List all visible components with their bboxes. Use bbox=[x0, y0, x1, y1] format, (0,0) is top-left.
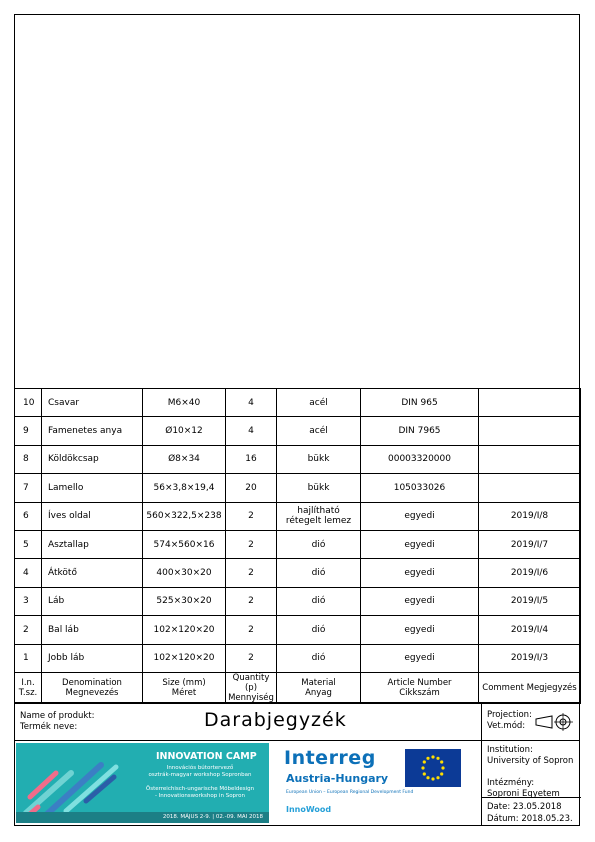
drawing-area bbox=[14, 14, 580, 388]
cell-size: 574×560×16 bbox=[143, 530, 226, 558]
cell-qty: 2 bbox=[226, 644, 277, 672]
cell-no: 2 bbox=[15, 616, 42, 644]
table-row bbox=[15, 445, 581, 473]
table-row bbox=[15, 616, 581, 644]
cell-qty: 2 bbox=[226, 587, 277, 615]
cell-size: M6×40 bbox=[143, 389, 226, 417]
project-name: InnoWood bbox=[286, 805, 332, 814]
cell-comment: 2019/I/6 bbox=[479, 559, 581, 587]
cell-material: dió bbox=[277, 616, 361, 644]
cell-comment bbox=[479, 445, 581, 473]
cell-article: DIN 965 bbox=[361, 389, 479, 417]
interreg-title: Interreg bbox=[284, 747, 376, 769]
cell-material: bükk bbox=[277, 474, 361, 502]
cell-qty: 2 bbox=[226, 559, 277, 587]
cell-size: Ø10×12 bbox=[143, 417, 226, 445]
cell-no: 4 bbox=[15, 559, 42, 587]
header-quantity: Quantity (p) Mennyiség bbox=[226, 672, 277, 703]
cell-material: dió bbox=[277, 559, 361, 587]
cell-name: Jobb láb bbox=[42, 644, 143, 672]
cell-qty: 20 bbox=[226, 474, 277, 502]
cell-qty: 2 bbox=[226, 616, 277, 644]
cell-name: Köldökcsap bbox=[42, 445, 143, 473]
innovation-camp-banner bbox=[16, 743, 269, 823]
cell-no: 5 bbox=[15, 530, 42, 558]
cell-no: 3 bbox=[15, 587, 42, 615]
cell-name: Asztallap bbox=[42, 530, 143, 558]
cell-qty: 16 bbox=[226, 445, 277, 473]
cell-no: 7 bbox=[15, 474, 42, 502]
cell-size: 56×3,8×19,4 bbox=[143, 474, 226, 502]
cell-name: Famenetes anya bbox=[42, 417, 143, 445]
header-material: Material Anyag bbox=[277, 672, 361, 703]
banner-dates: 2018. MÁJUS 2-9. | 02.-09. MAI 2018 bbox=[16, 812, 269, 823]
banner-stripes-icon bbox=[16, 743, 136, 823]
cell-comment bbox=[479, 474, 581, 502]
institution-cell bbox=[481, 741, 581, 826]
cell-size: Ø8×34 bbox=[143, 445, 226, 473]
first-angle-projection-icon bbox=[534, 711, 574, 733]
table-header-row bbox=[15, 672, 581, 703]
table-row bbox=[15, 502, 581, 530]
document-title: Darabjegyzék bbox=[204, 709, 347, 731]
table-row bbox=[15, 530, 581, 558]
cell-no: 9 bbox=[15, 417, 42, 445]
header-denomination: Denomination Megnevezés bbox=[42, 672, 143, 703]
cell-qty: 4 bbox=[226, 389, 277, 417]
cell-name: Csavar bbox=[42, 389, 143, 417]
cell-comment bbox=[479, 417, 581, 445]
interreg-logo bbox=[284, 745, 474, 823]
cell-comment bbox=[479, 389, 581, 417]
cell-size: 560×322,5×238 bbox=[143, 502, 226, 530]
banner-text: Innovációs bútortervező osztrák-magyar workshop Sopronban Österreichisch-ungarische Möbeldesign - Innovationsworkshop in Sopron bbox=[145, 765, 255, 799]
cell-article: egyedi bbox=[361, 644, 479, 672]
banner-title: INNOVATION CAMP bbox=[156, 751, 257, 762]
parts-list-table bbox=[14, 388, 581, 704]
cell-material: dió bbox=[277, 644, 361, 672]
projection-cell bbox=[481, 703, 581, 740]
footer-block bbox=[14, 740, 580, 826]
cell-material: dió bbox=[277, 530, 361, 558]
eu-flag-icon bbox=[405, 749, 461, 787]
product-label: Name of produkt: Termék neve: bbox=[20, 711, 95, 732]
cell-comment: 2019/I/8 bbox=[479, 502, 581, 530]
cell-article: 00003320000 bbox=[361, 445, 479, 473]
table-row bbox=[15, 474, 581, 502]
cell-article: egyedi bbox=[361, 559, 479, 587]
cell-qty: 4 bbox=[226, 417, 277, 445]
cell-size: 102×120×20 bbox=[143, 644, 226, 672]
cell-material: acél bbox=[277, 417, 361, 445]
table-row bbox=[15, 559, 581, 587]
table-row bbox=[15, 417, 581, 445]
cell-comment: 2019/I/4 bbox=[479, 616, 581, 644]
table-row bbox=[15, 389, 581, 417]
title-block bbox=[14, 702, 580, 740]
institution-info: Institution: University of Sopron Intézmény: Soproni Egyetem bbox=[487, 745, 574, 799]
cell-material: acél bbox=[277, 389, 361, 417]
interreg-fund: European Union – European Regional Development Fund bbox=[286, 790, 414, 795]
cell-name: Láb bbox=[42, 587, 143, 615]
cell-comment: 2019/I/3 bbox=[479, 644, 581, 672]
header-comment: Comment Megjegyzés bbox=[479, 672, 581, 703]
cell-qty: 2 bbox=[226, 530, 277, 558]
cell-no: 1 bbox=[15, 644, 42, 672]
info-divider bbox=[482, 797, 581, 798]
table-row bbox=[15, 644, 581, 672]
cell-name: Bal láb bbox=[42, 616, 143, 644]
cell-size: 525×30×20 bbox=[143, 587, 226, 615]
projection-label: Projection: Vet.mód: bbox=[487, 710, 532, 731]
cell-size: 400×30×20 bbox=[143, 559, 226, 587]
cell-material: hajlítható rétegelt lemez bbox=[277, 502, 361, 530]
cell-article: egyedi bbox=[361, 587, 479, 615]
cell-comment: 2019/I/7 bbox=[479, 530, 581, 558]
interreg-subtitle: Austria-Hungary bbox=[286, 772, 389, 785]
cell-article: DIN 7965 bbox=[361, 417, 479, 445]
cell-name: Átkötő bbox=[42, 559, 143, 587]
cell-article: 105033026 bbox=[361, 474, 479, 502]
cell-name: Íves oldal bbox=[42, 502, 143, 530]
header-size: Size (mm) Méret bbox=[143, 672, 226, 703]
cell-material: bükk bbox=[277, 445, 361, 473]
table-row bbox=[15, 587, 581, 615]
header-article: Article Number Cikkszám bbox=[361, 672, 479, 703]
cell-no: 8 bbox=[15, 445, 42, 473]
cell-material: dió bbox=[277, 587, 361, 615]
date-info: Date: 23.05.2018 Dátum: 2018.05.23. bbox=[487, 802, 573, 824]
cell-name: Lamello bbox=[42, 474, 143, 502]
cell-no: 10 bbox=[15, 389, 42, 417]
header-no: I.n. T.sz. bbox=[15, 672, 42, 703]
cell-no: 6 bbox=[15, 502, 42, 530]
cell-article: egyedi bbox=[361, 502, 479, 530]
cell-size: 102×120×20 bbox=[143, 616, 226, 644]
cell-qty: 2 bbox=[226, 502, 277, 530]
cell-comment: 2019/I/5 bbox=[479, 587, 581, 615]
cell-article: egyedi bbox=[361, 530, 479, 558]
cell-article: egyedi bbox=[361, 616, 479, 644]
